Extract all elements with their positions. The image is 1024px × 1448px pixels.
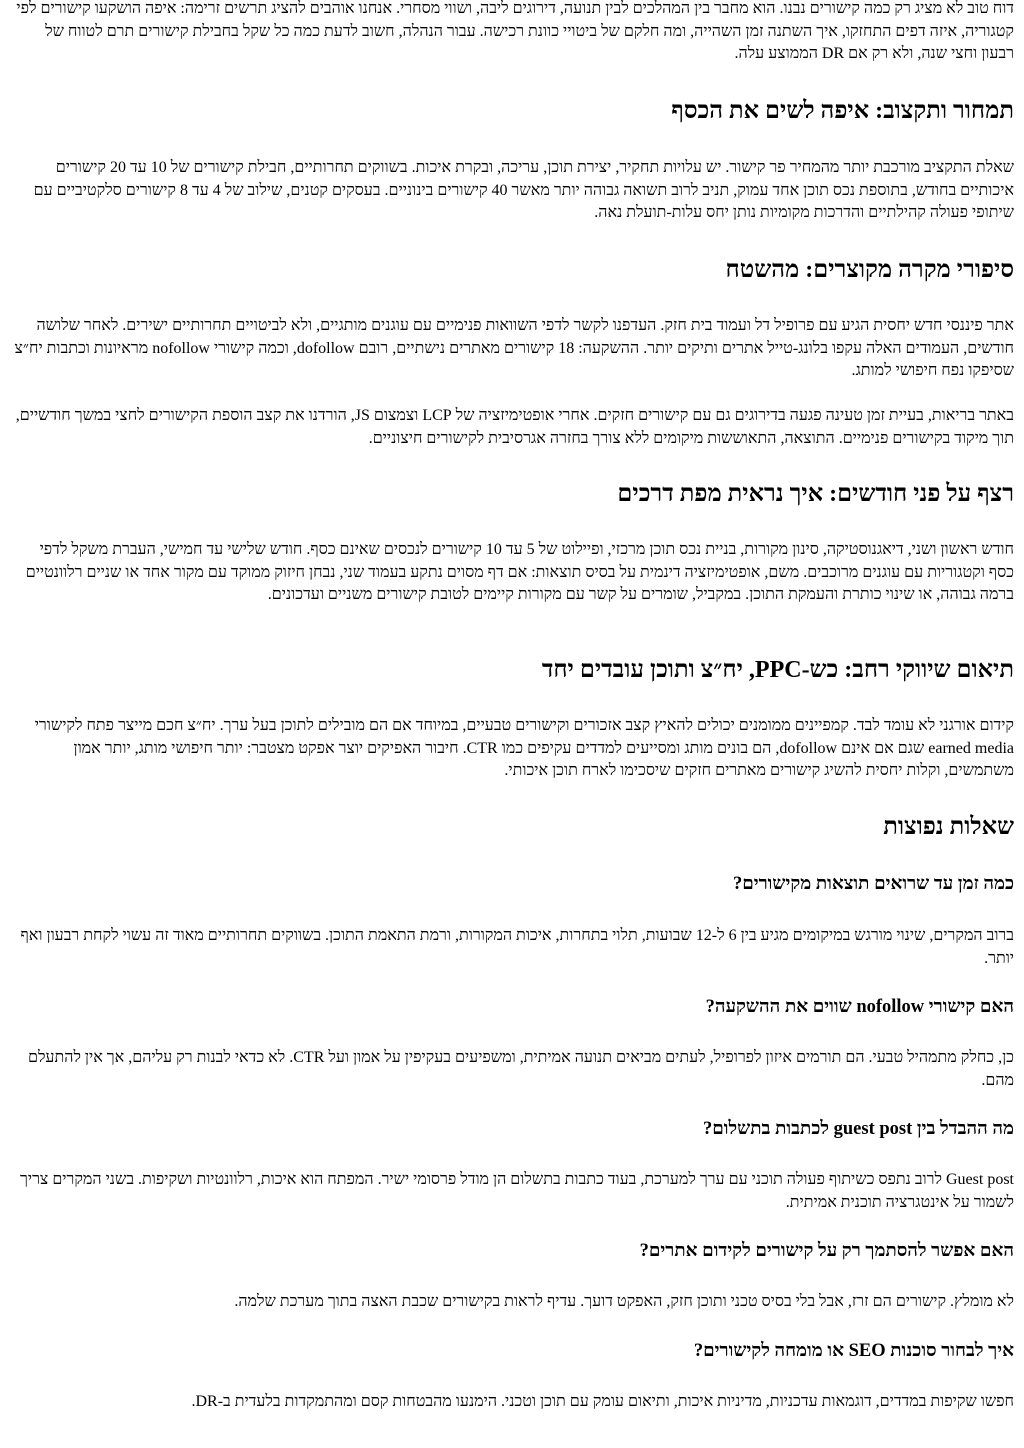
faq-answer: חפשו שקיפות במדדים, דוגמאות עדכניות, מדיניות איכות, ותיאום עומק עם תוכן וטכני. הימנעו מהבטחות קסם ומהתמקדות בלעדית ב-DR. — [191, 1393, 1014, 1410]
faq-answer: Guest post לרוב נתפס כשיתוף פעולה תוכני עם ערך למערכת, בעוד כתבות בתשלום הן מודל פרסומי ישיר. המפתח הוא איכות, רלוונטיות ושקיפות. בשני המקרים צריך לשמור על אינטגרציה תוכנית אמיתית. — [20, 1171, 1014, 1211]
faq-question: מה ההבדל בין guest post לכתבות בתשלום? — [703, 1119, 1014, 1139]
faq-question: כמה זמן עד שרואים תוצאות מקישורים? — [732, 874, 1014, 894]
roadmap-heading: רצף על פני חודשים: איך נראית מפת דרכים — [617, 481, 1014, 507]
faq-question: האם אפשר להסתמך רק על קישורים לקידום אתרים? — [639, 1241, 1014, 1261]
marketing-paragraph: קידום אורגני לא עומד לבד. קמפיינים ממומנים יכולים להאיץ קצב אזכורים וקישורים טבעיים, במיוחד אם הם מובילים לתוכן בעל ערך. יח״צ חכם מייצר פתח לקישורי earned media שגם אם אינם dofollow, הם בונים מותג ומסייעים למדדים עקיפים כמו CTR. חיבור האפיקים יוצר אפקט מצטבר: יותר חיפושי מותג, יותר אמון משתמשים, וקלות יחסית להשיג קישורים מאתרים חזקים שיסכימו לארח תוכן איכותי. — [34, 717, 1014, 779]
faq-answer: לא מומלץ. קישורים הם זרז, אבל בלי בסיס טכני ותוכן חזק, האפקט דועך. עדיף לראות בקישורים שכבת האצה בתוך מערכת שלמה. — [234, 1293, 1014, 1310]
pricing-paragraph: שאלת התקציב מורכבת יותר מהמחיר פר קישור. יש עלויות תחקיר, יצירת תוכן, עריכה, ובקרת איכות. בשווקים תחרותיים, חבילת קישורים של 10 עד 20 קישורים איכותיים בחודש, בתוספת נכס תוכן אחד עמוק, תניב לרוב תשואה גבוהה יותר מאשר 40 קישורים בינוניים. בעסקים קטנים, שילוב של 4 עד 8 קישורים סלקטיביים עם שיתופי פעולה קהילתיים והדרכות מקומיות נותן יחס עלות-תועלת נאה. — [33, 159, 1014, 221]
pricing-heading: תמחור ותקצוב: איפה לשים את הכסף — [671, 98, 1014, 124]
cases-heading: סיפורי מקרה מקוצרים: מהשטח — [725, 257, 1014, 283]
faq-question: איך לבחור סוכנות SEO או מומחה לקישורים? — [693, 1341, 1014, 1361]
faq-answer: ברוב המקרים, שינוי מורגש במיקומים מגיע בין 6 ל-12 שבועות, תלוי בתחרות, איכות המקורות, ורמת התאמת התוכן. בשווקים תחרותיים מאוד זה עשוי לקחת רבעון ואף יותר. — [20, 927, 1014, 967]
cases-paragraph-2: באתר בריאות, בעיית זמן טעינה פגעה בדירוגים גם עם קישורים חזקים. אחרי אופטימיזציה של LCP וצמצום JS, הורדנו את קצב הוספת הקישורים לחצי במשך חודשיים, תוך מיקוד בקישורים פנימיים. התוצאה, התאוששות מיקומים ללא צורך בחזרה אגרסיבית לקישורים חיצוניים. — [15, 407, 1014, 447]
faq-heading: שאלות נפוצות — [883, 814, 1014, 840]
intro-paragraph: דוח טוב לא מציג רק כמה קישורים נבנו. הוא מחבר בין המהלכים לבין תנועה, דירוגים ליבה, ושווי מסחרי. אנחנו אוהבים להציג תרשים זרימה: איפה הושקעו קישורים לפי קטגוריה, איזה דפים התחזקו, איך השתנה זמן השהייה, ומה חלקם של ביטויי כוונת רכישה. עבור הנהלה, חשוב לדעת כמה כל שקל בחבילת קישורים תרם לטווח של רבעון וחצי שנה, ולא רק אם DR הממוצע עלה. — [16, 0, 1014, 62]
faq-question: האם קישורי nofollow שווים את ההשקעה? — [705, 997, 1014, 1017]
marketing-heading: תיאום שיווקי רחב: כש-PPC, יח״צ ותוכן עובדים יחד — [541, 657, 1014, 683]
roadmap-paragraph: חודש ראשון ושני, דיאגנוסטיקה, סינון מקורות, בניית נכס תוכן מרכזי, ופיילוט של 5 עד 10 קישורים לנכסים שאינם כסף. חודש שלישי עד חמישי, העברת משקל לדפי כסף וקטגוריות עם עוגנים מרוכבים. משם, אופטימיזציה דינמית על בסיס תוצאות: אם דף מסוים נתקע בעמוד שני, נבחן חיזוק ממוקד עם מקור אחד או שניים רלוונטיים ברמה גבוהה, או שינוי כותרת והעמקת התוכן. במקביל, שומרים על קשר עם מקורות קיימים לטובת קישורים משניים ועדכונים. — [25, 541, 1014, 603]
faq-answer: כן, כחלק מתמהיל טבעי. הם תורמים איזון לפרופיל, לעתים מביאים תנועה אמיתית, ומשפיעים בעקיפין על אמון ועל CTR. לא כדאי לבנות רק עליהם, אך אין להתעלם מהם. — [27, 1049, 1014, 1089]
cases-paragraph-1: אתר פיננסי חדש יחסית הגיע עם פרופיל דל ועמוד בית חזק. העדפנו לקשר לדפי השוואות פנימיים עם עוגנים מותגיים, ולא לביטויים תחרותיים ישירים. לאחר שלושה חודשים, העמודים האלה עקפו בלונג-טייל אתרים ותיקים יותר. ההשקעה: 18 קישורים מאתרים נישתיים, רובם dofollow, וכמה קישורי nofollow מראיונות וכתבות יח״צ שסיפקו נפח חיפושי למותג. — [14, 317, 1014, 379]
